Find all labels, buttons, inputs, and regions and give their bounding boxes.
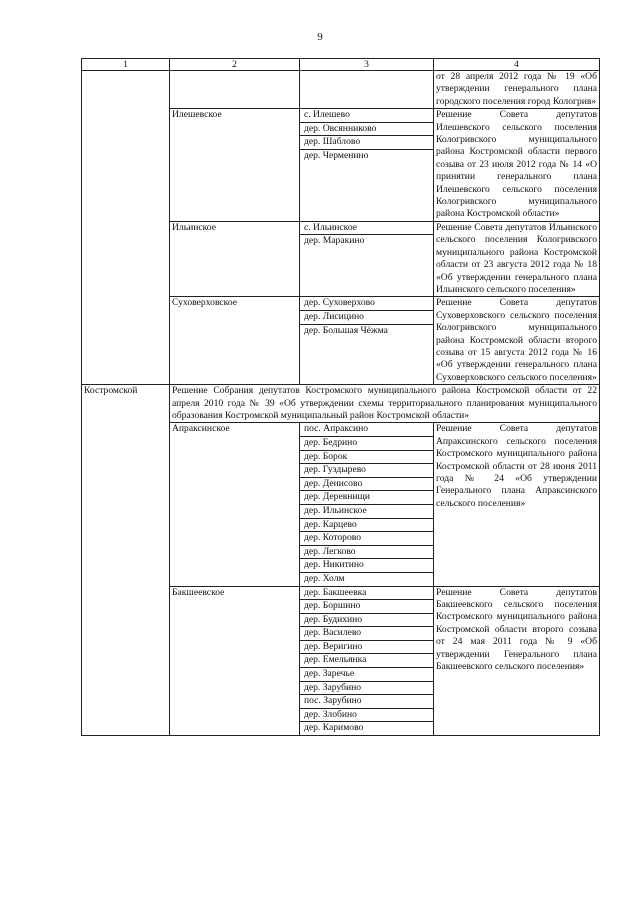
village-item: дер. Карцево (300, 518, 433, 532)
village-item: дер. Василево (300, 626, 433, 640)
villages-cell-empty (300, 71, 434, 109)
village-item: дер. Каримово (300, 721, 433, 735)
village-item: дер. Зарубино (300, 681, 433, 695)
village-item: дер. Деревнищи (300, 490, 433, 504)
decision-cell: Решение Совета депутатов Суховерховского сельского поселения Кологривского муниципального района Костромской области второго созыва от 15 августа 2012 года № 16 «Об утверждении генерального плана Суховерховского сельского поселения» (434, 297, 600, 385)
column-number-4: 4 (434, 59, 600, 71)
decision-cell: от 28 апреля 2012 года № 19 «Об утверждении генерального плана городского поселения город Кологрив» (434, 71, 600, 109)
column-number-2: 2 (170, 59, 300, 71)
villages-cell (300, 221, 434, 296)
village-item: дер. Которово (300, 531, 433, 545)
village-item: дер. Гуздырево (300, 463, 433, 477)
village-item: дер. Емельянка (300, 653, 433, 667)
village-item: с. Ильинское (304, 221, 358, 233)
village-item: дер. Никитино (300, 558, 433, 572)
settlement-name: Бакшеевское (170, 586, 300, 736)
district-decision: Решение Собрания депутатов Костромского муниципального района Костромской области от 22 апреля 2010 года № 39 «Об утверждении схемы территориального планирования муниципального образования Костромской муниципальный район Костромской области» (170, 385, 600, 423)
settlement-cell-empty (170, 71, 300, 109)
village-item: пос. Зарубино (300, 694, 433, 708)
district-name: Костромской (82, 385, 170, 736)
village-item: дер. Веригино (300, 640, 433, 654)
settlement-name: Илешевское (170, 109, 300, 222)
village-item: дер. Маракино (300, 234, 433, 248)
village-item: дер. Суховерхово (304, 297, 375, 309)
village-item: дер. Денисово (300, 477, 433, 491)
decision-cell: Решение Совета депутатов Бакшеевского сельского поселения Костромского муниципального района Костромской области второго созыва от 24 мая 2011 года № 9 «Об утверждении Генерального плана Бакшеевского сельского поселения» (434, 586, 600, 736)
village-item: дер. Овсянниково (300, 122, 433, 136)
villages-cell (300, 297, 434, 385)
villages-cell (300, 423, 434, 586)
village-item: дер. Борок (300, 450, 433, 464)
settlement-name: Апраксинское (170, 423, 300, 586)
column-number-3: 3 (300, 59, 434, 71)
table-row (82, 71, 600, 109)
village-item: дер. Боршино (300, 599, 433, 613)
district-cell-empty (82, 71, 170, 385)
municipal-planning-table (81, 58, 600, 736)
village-item: пос. Апраксино (304, 423, 369, 435)
table-header-row (82, 59, 600, 71)
villages-cell (300, 586, 434, 736)
village-item: дер. Заречье (300, 667, 433, 681)
village-item: дер. Лисицино (300, 310, 433, 324)
villages-cell (300, 109, 434, 222)
village-item: дер. Будихино (300, 613, 433, 627)
village-item: с. Илешево (304, 109, 350, 121)
page-number: 9 (317, 31, 323, 43)
village-item: дер. Бакшеевка (304, 586, 367, 598)
village-item: дер. Злобино (300, 708, 433, 722)
decision-cell: Решение Совета депутатов Апраксинского сельского поселения Костромского муниципального района Костромской области от 28 июня 2011 года № 24 «Об утверждении Генерального плана Апраксинского сельского поселения» (434, 423, 600, 586)
village-item: дер. Легково (300, 545, 433, 559)
column-number-1: 1 (82, 59, 170, 71)
village-item: дер. Большая Чёжма (300, 324, 433, 338)
village-item: дер. Шаблово (300, 135, 433, 149)
decision-cell: Решение Совета депутатов Илешевского сельского поселения Кологривского муниципального района Костромской области первого созыва от 23 июля 2012 года № 14 «О принятии генерального плана Илешевского сельского поселения Кологривского муниципального района Костромской области» (434, 109, 600, 222)
village-item: дер. Ильинское (300, 504, 433, 518)
settlement-name: Ильинское (170, 221, 300, 296)
village-item: дер. Бедрино (300, 436, 433, 450)
table-row (82, 385, 600, 423)
decision-cell: Решение Совета депутатов Ильинского сельского поселения Кологривского муниципального района Костромской области от 23 августа 2012 года № 18 «Об утверждении генерального плана Ильинского сельского поселения» (434, 221, 600, 296)
settlement-name: Суховерховское (170, 297, 300, 385)
village-item: дер. Холм (300, 572, 433, 586)
village-item: дер. Черменино (300, 149, 433, 163)
